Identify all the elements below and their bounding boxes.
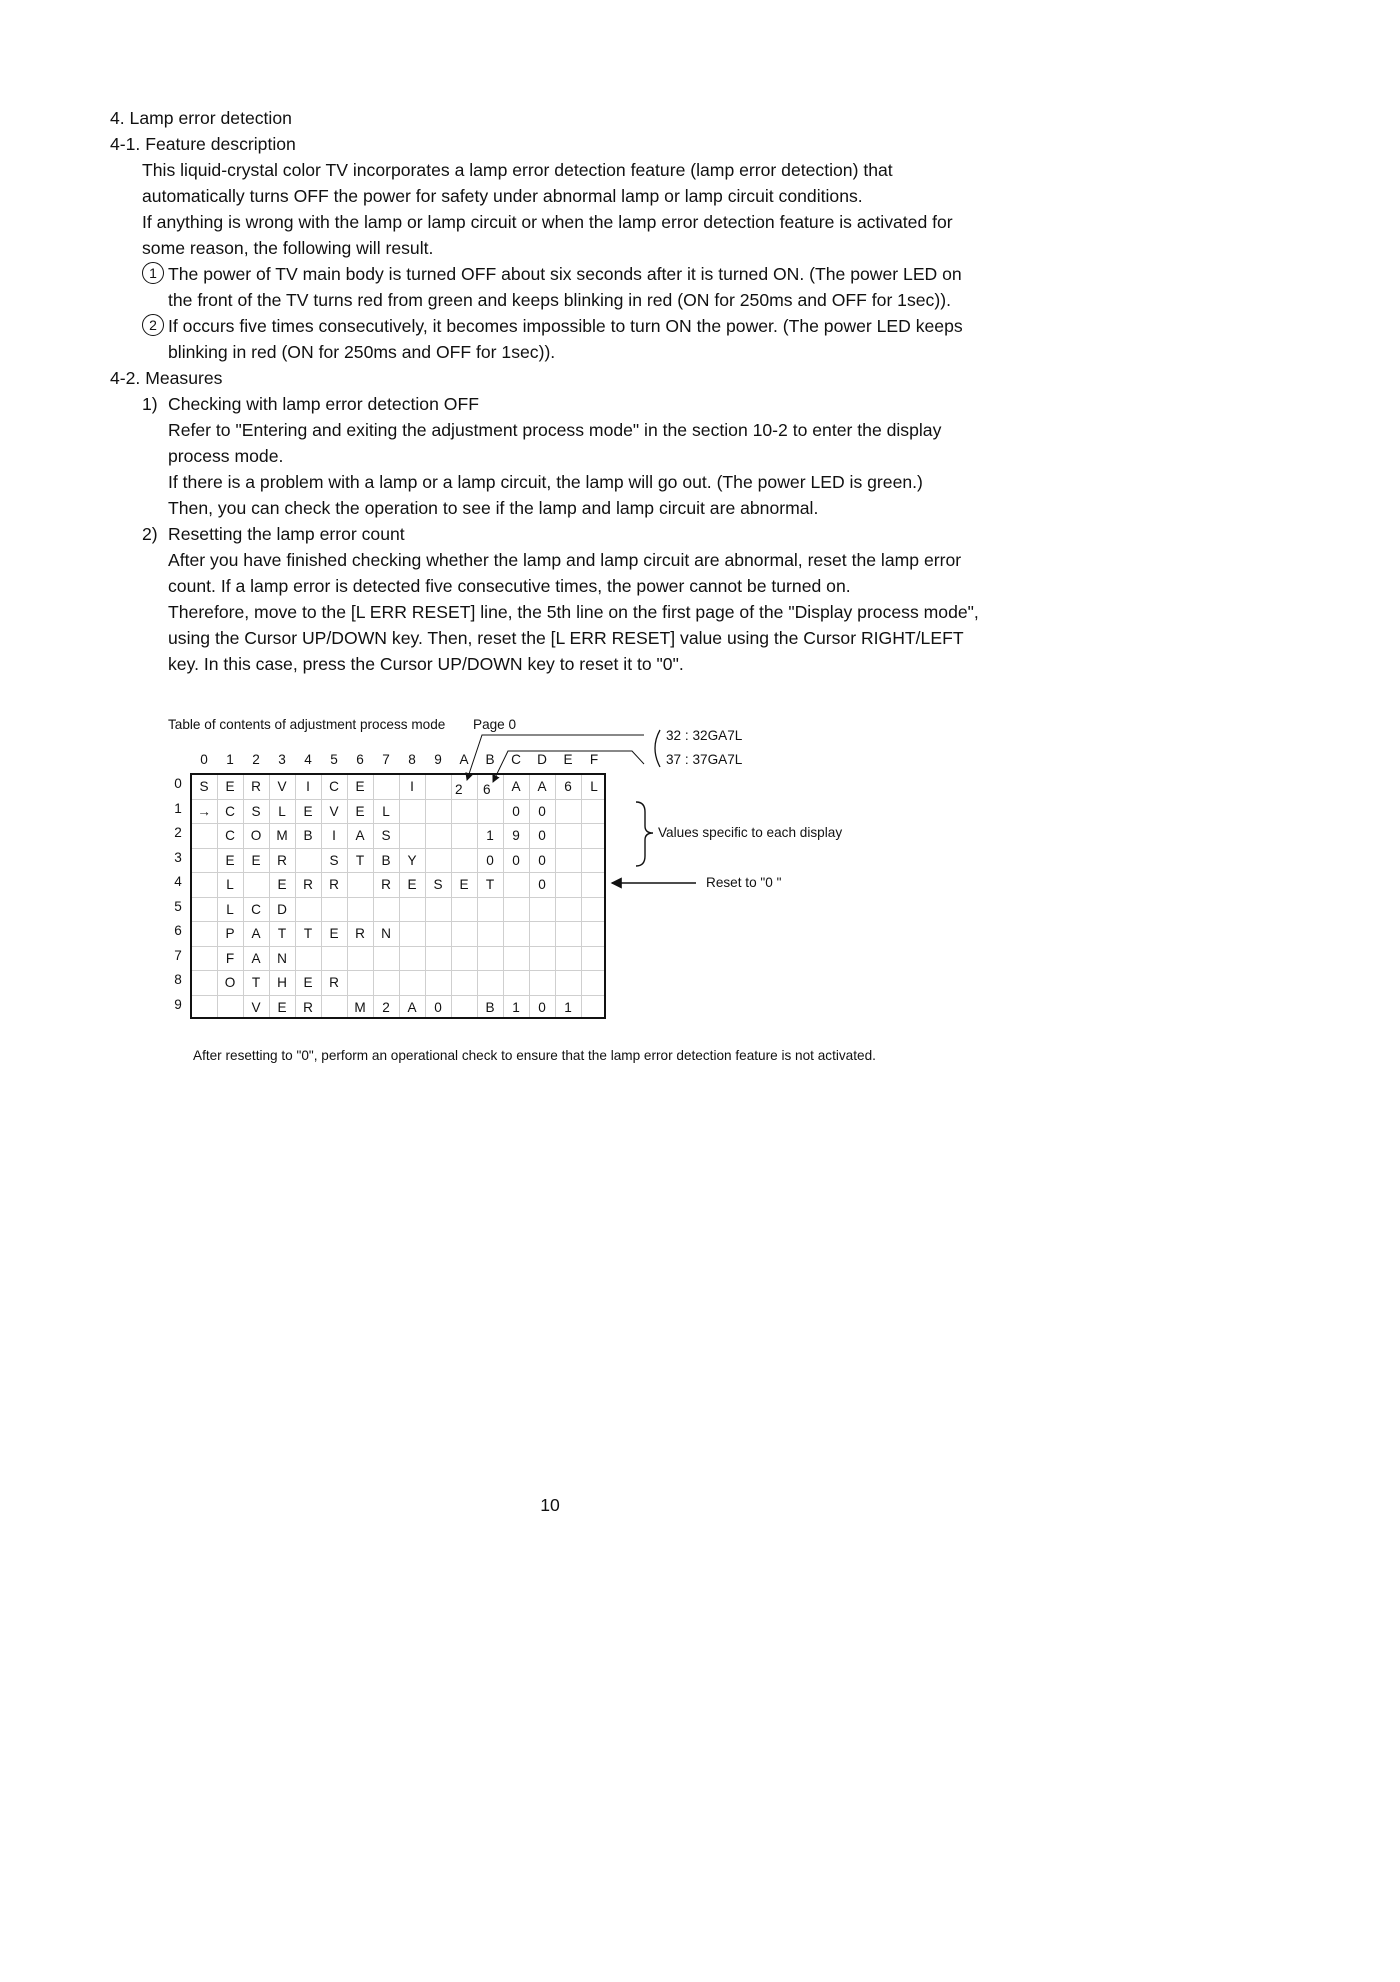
table-cell: Y	[407, 852, 417, 868]
table-cell: T	[251, 975, 261, 990]
table-cell: C	[225, 828, 235, 843]
table-cell: L	[590, 779, 598, 794]
measure-line: Then, you can check the operation to see if the lamp and lamp circuit are abnormal.	[168, 498, 819, 518]
table-cell: S	[433, 877, 443, 892]
table-cell: 0	[538, 877, 546, 892]
table-cell: L	[226, 877, 234, 892]
page-label: Page 0	[473, 717, 517, 732]
table-cell: E	[459, 877, 469, 892]
table-cell: H	[277, 975, 287, 990]
column-header: E	[563, 752, 573, 767]
measure-line: If there is a problem with a lamp or a lamp circuit, the lamp will go out. (The power LED is green.)	[168, 472, 923, 492]
table-cell: →	[197, 803, 211, 819]
row-header: 1	[174, 800, 182, 816]
table-cell: 0	[538, 828, 546, 843]
table-cell: T	[355, 852, 365, 868]
row-header: 6	[174, 923, 182, 938]
table-cell: R	[251, 779, 261, 794]
table-cell: A	[251, 926, 261, 941]
leader-line-37	[493, 751, 644, 782]
table-cell: E	[355, 779, 365, 794]
diagram-annotations	[0, 0, 1100, 1100]
row-header: 7	[174, 947, 182, 963]
table-cell: E	[303, 803, 313, 819]
table-cell: R	[355, 926, 365, 941]
list-item-line: The power of TV main body is turned OFF about six seconds after it is turned ON. (The power LED on	[168, 264, 962, 284]
table-cell: L	[278, 803, 286, 819]
values-brace	[636, 802, 653, 866]
table-cell: A	[407, 999, 417, 1015]
table-cell: V	[251, 999, 261, 1015]
column-header: 9	[434, 752, 442, 767]
table-cell: A	[251, 950, 261, 966]
table-cell: B	[303, 828, 313, 843]
row-header: 4	[174, 874, 182, 889]
table-cell: L	[382, 803, 390, 819]
table-cell: 6	[564, 779, 572, 794]
table-cell: E	[277, 999, 287, 1015]
table-cell: T	[277, 926, 287, 941]
table-cell: B	[485, 999, 495, 1015]
measure-line: using the Cursor UP/DOWN key. Then, reset the [L ERR RESET] value using the Cursor RIGHT/LEFT	[168, 628, 964, 648]
table-cell: O	[250, 828, 262, 843]
table-cell: T	[303, 926, 313, 941]
table-cell: R	[303, 999, 313, 1015]
leader-line-32	[467, 735, 644, 780]
measure-title: Resetting the lamp error count	[168, 524, 405, 544]
paragraph-line: some reason, the following will result.	[142, 238, 434, 258]
table-cell: 1	[564, 999, 572, 1015]
table-cell: F	[225, 950, 235, 966]
values-note: Values specific to each display	[658, 825, 843, 840]
column-header: 2	[252, 752, 260, 767]
column-header: 3	[278, 752, 286, 767]
column-header: 5	[330, 752, 338, 767]
measure-line: Refer to "Entering and exiting the adjustment process mode" in the section 10-2 to enter the display	[168, 420, 942, 440]
table-cell: 0	[538, 999, 546, 1015]
row-header: 9	[174, 996, 182, 1012]
table-cell: E	[407, 877, 417, 892]
table-cell: V	[329, 803, 339, 819]
row-header: 2	[174, 825, 182, 840]
paragraph-line: This liquid-crystal color TV incorporates a lamp error detection feature (lamp error detection) that	[142, 160, 893, 180]
table-cell: B	[381, 852, 391, 868]
table-cell: 1	[486, 828, 494, 843]
table-cell: 2	[382, 999, 390, 1015]
measure-line: key. In this case, press the Cursor UP/DOWN key to reset it to "0".	[168, 654, 684, 674]
row-header: 0	[174, 776, 182, 791]
circled-number-1: 1	[142, 262, 164, 284]
column-header: D	[537, 752, 547, 767]
table-cell: E	[303, 975, 313, 990]
measure-line: process mode.	[168, 446, 284, 466]
table-cell: S	[329, 852, 339, 868]
subsection-measures: 4-2. Measures	[110, 368, 223, 388]
column-header: 4	[304, 752, 312, 767]
row-header: 5	[174, 898, 182, 914]
measure-line: count. If a lamp error is detected five consecutive times, the power cannot be turned on.	[168, 576, 851, 596]
circled-number-2: 2	[142, 314, 164, 336]
model-digit: 2	[455, 782, 463, 797]
table-cell: S	[381, 828, 391, 843]
measure-line: Therefore, move to the [L ERR RESET] line, the 5th line on the first page of the "Display process mode",	[168, 602, 979, 622]
page-number: 10	[540, 1495, 560, 1515]
row-header: 3	[174, 849, 182, 865]
table-cell: N	[381, 926, 391, 941]
measure-number: 1)	[142, 394, 158, 414]
table-cell: N	[277, 950, 287, 966]
diagram-caption: Table of contents of adjustment process mode	[168, 717, 446, 732]
table-cell: E	[225, 779, 235, 794]
column-header: F	[589, 752, 599, 767]
table-cell: S	[199, 779, 209, 794]
list-item-line: If occurs five times consecutively, it becomes impossible to turn ON the power. (The power LED keeps	[168, 316, 963, 336]
table-cell: R	[381, 877, 391, 892]
reset-note: Reset to "0 "	[706, 875, 782, 890]
column-header: B	[485, 752, 495, 767]
table-cell: C	[225, 803, 235, 819]
subsection-feature-description: 4-1. Feature description	[110, 134, 296, 154]
paragraph-line: automatically turns OFF the power for safety under abnormal lamp or lamp circuit conditions.	[142, 186, 863, 206]
table-cell: 1	[512, 999, 520, 1015]
table-cell: E	[225, 852, 235, 868]
column-header: 7	[382, 752, 390, 767]
column-header: C	[511, 752, 521, 767]
table-cell: T	[485, 877, 495, 892]
table-cell: I	[410, 779, 414, 794]
model-note: 37 : 37GA7L	[666, 752, 743, 767]
table-cell: R	[329, 975, 339, 990]
measure-number: 2)	[142, 524, 158, 544]
table-cell: L	[226, 901, 234, 917]
table-cell: C	[329, 779, 339, 794]
table-cell: R	[303, 877, 313, 892]
table-cell: I	[332, 828, 336, 843]
model-digit: 6	[483, 782, 491, 797]
table-cell: 0	[486, 852, 494, 868]
row-header: 8	[174, 972, 182, 987]
measure-title: Checking with lamp error detection OFF	[168, 394, 479, 414]
table-cell: R	[277, 852, 287, 868]
table-cell: 0	[512, 852, 520, 868]
column-header: 0	[200, 752, 208, 767]
measure-line: After you have finished checking whether the lamp and lamp circuit are abnormal, reset the lamp error	[168, 550, 962, 570]
table-cell: S	[251, 803, 261, 819]
column-header: 8	[408, 752, 416, 767]
list-item-line: the front of the TV turns red from green and keeps blinking in red (ON for 250ms and OFF for 1sec)).	[168, 290, 951, 310]
table-cell: M	[354, 999, 366, 1015]
column-header: 1	[226, 752, 234, 767]
column-header: 6	[356, 752, 364, 767]
section-heading: 4. Lamp error detection	[110, 108, 292, 128]
table-cell: E	[251, 852, 261, 868]
model-bracket	[655, 730, 660, 767]
table-cell: A	[537, 779, 547, 794]
footnote: After resetting to "0", perform an operational check to ensure that the lamp error detection feature is not activated.	[193, 1048, 876, 1063]
table-cell: E	[329, 926, 339, 941]
model-note: 32 : 32GA7L	[666, 728, 743, 743]
table-cell: 0	[434, 999, 442, 1015]
table-cell: D	[277, 901, 287, 917]
table-cell: 9	[512, 828, 520, 843]
table-cell: R	[329, 877, 339, 892]
table-cell: 0	[538, 852, 546, 868]
table-cell: M	[276, 828, 288, 843]
table-cell: V	[277, 779, 287, 794]
table-cell: E	[355, 803, 365, 819]
table-cell: O	[224, 975, 236, 990]
column-header: A	[459, 752, 469, 767]
paragraph-line: If anything is wrong with the lamp or lamp circuit or when the lamp error detection feature is activated for	[142, 212, 953, 232]
table-cell: A	[355, 828, 365, 843]
table-cell: A	[511, 779, 521, 794]
table-cell: E	[277, 877, 287, 892]
table-cell: 0	[538, 803, 546, 819]
table-cell: I	[306, 779, 310, 794]
table-cell: 0	[512, 803, 520, 819]
table-cell: C	[251, 901, 261, 917]
list-item-line: blinking in red (ON for 250ms and OFF for 1sec)).	[168, 342, 556, 362]
table-cell: P	[225, 926, 235, 941]
